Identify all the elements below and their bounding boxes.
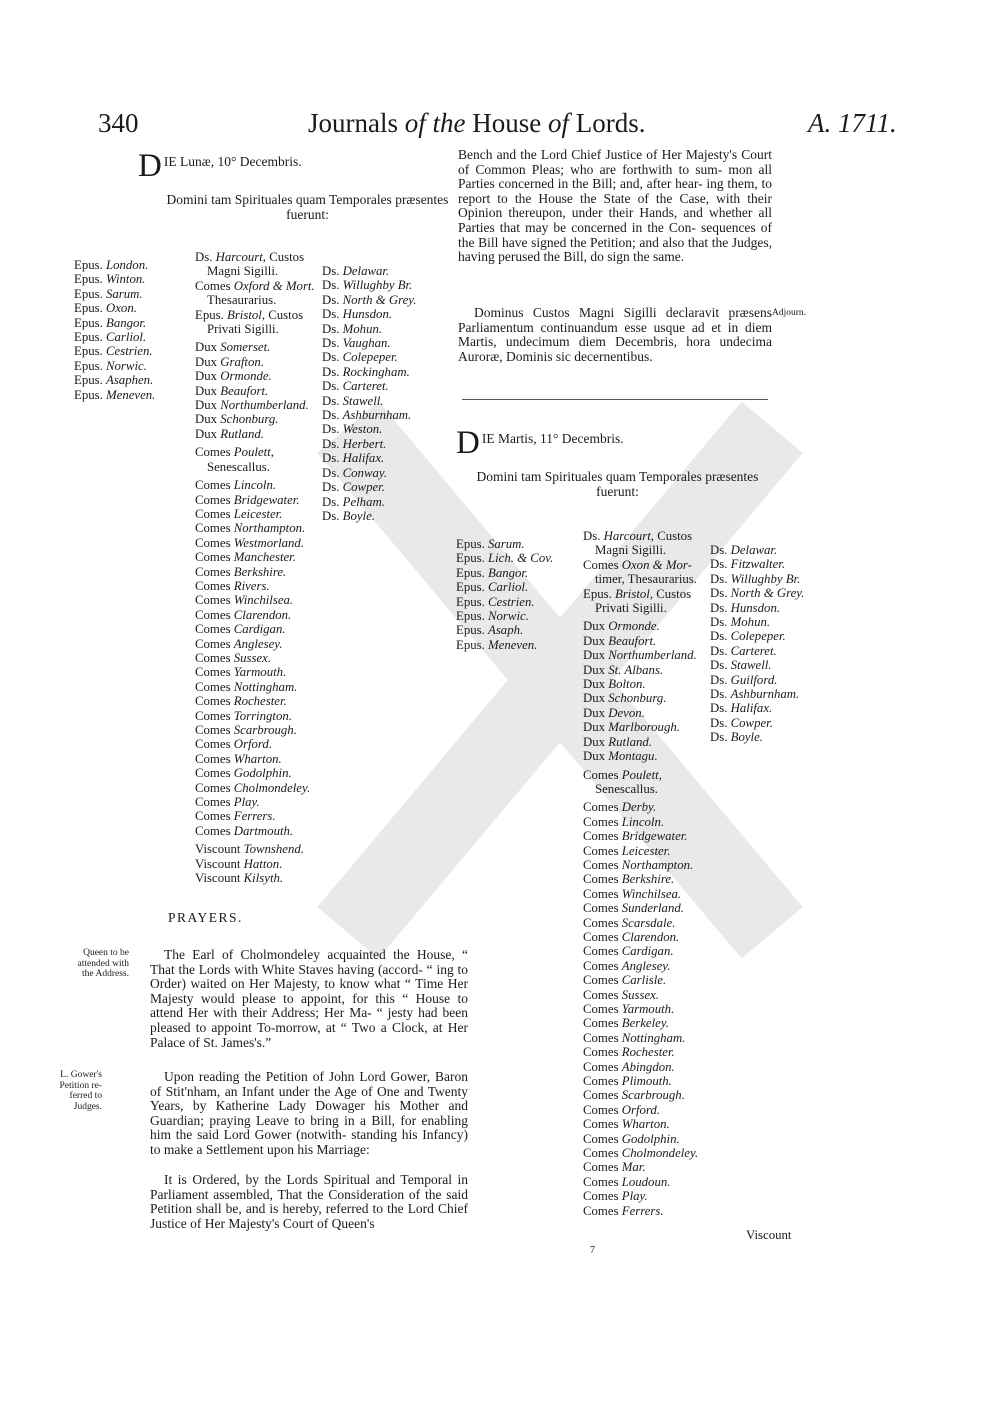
list-item: Epus. Bristol, Custos bbox=[583, 586, 692, 601]
day1-present bbox=[145, 193, 470, 222]
list-item: Dux Montagu. bbox=[583, 749, 658, 764]
day1-date: IE Lunæ, 10° Decembris. bbox=[163, 154, 302, 169]
day1-heading bbox=[138, 148, 468, 184]
list-item: Ds. Hunsdon. bbox=[322, 307, 393, 322]
running-title bbox=[308, 108, 646, 139]
list-item: Ds. Harcourt, Custos bbox=[583, 529, 693, 543]
paragraph-queen-address: The Earl of Cholmondeley acquainted the House, “ That the Lords with White Staves having (accord- “ ing to Order) waited on Her Majesty, to know what “ Time Her Majesty would please to appoint, for this “ House to attend Her with their Address; Her Ma- “ jesty had been pleased to appoint To-morrow, at “ Two a Clock, at Her Palace of St. James's.” bbox=[150, 947, 468, 1050]
list-item: Comes Wharton. bbox=[195, 751, 282, 766]
title-word: Journals bbox=[308, 108, 398, 138]
list-item: Comes Scarbrough. bbox=[583, 1088, 685, 1103]
list-item: Ds. Stawell. bbox=[322, 393, 384, 408]
list-item: Epus. Oxon. bbox=[74, 301, 137, 316]
title-word: the bbox=[432, 108, 466, 138]
list-item: Dux Beaufort. bbox=[583, 633, 657, 648]
list-item: Viscount Kilsyth. bbox=[195, 871, 284, 886]
list-item: Comes Torrington. bbox=[195, 708, 292, 723]
list-item: Dux St. Albans. bbox=[583, 662, 664, 677]
title-word: Lords. bbox=[575, 108, 646, 138]
list-item: Comes Berkshire. bbox=[195, 564, 287, 579]
list-item: Epus. Cestrien. bbox=[74, 344, 153, 359]
running-year: A. 1711. bbox=[808, 108, 897, 138]
list-item: Epus. Lich. & Cov. bbox=[456, 551, 554, 566]
list-item: Comes Scarbrough. bbox=[195, 723, 297, 737]
list-item: Ds. Colepeper. bbox=[710, 629, 786, 644]
margin-note-queen bbox=[54, 948, 129, 980]
list-item: Comes Play. bbox=[583, 1189, 648, 1204]
list-item: Ds. Cowper. bbox=[322, 480, 385, 495]
list-item: Comes Lincoln. bbox=[583, 814, 665, 829]
paragraph-gower-petition: Upon reading the Petition of John Lord Gower, Baron of Stit'nham, an Infant under the Age of One and Twenty Years, by Katherine Lady Dowager his Mother and Guardian; praying Leave to bring in a Bill, for enabling him the said Lord Gower (notwith- standing his Infancy) to make a Settlement upon his Marriage: bbox=[150, 1069, 468, 1157]
list-item: Comes Scarsdale. bbox=[583, 915, 676, 930]
list-item: Ds. Halifax. bbox=[710, 701, 773, 716]
present-line: Domini tam Spirituales quam Temporales præsentes bbox=[476, 469, 759, 484]
signature-mark: 7 bbox=[590, 1245, 595, 1256]
list-item: Comes Anglesey. bbox=[583, 958, 671, 973]
list-item: timer, Thesaurarius. bbox=[595, 572, 697, 587]
list-item: Epus. Winton. bbox=[74, 272, 146, 287]
list-item: Comes Derby. bbox=[583, 800, 657, 815]
note-line: L. Gower's bbox=[60, 1070, 102, 1080]
list-item: Dux Ormonde. bbox=[583, 619, 660, 634]
list-item: Ds. Pelham. bbox=[322, 494, 385, 509]
list-item: Ds. Cowper. bbox=[710, 715, 773, 730]
list-item: Comes Cardigan. bbox=[583, 944, 674, 959]
paragraph-ordered: It is Ordered, by the Lords Spiritual and Temporal in Parliament assembled, That the Consideration of the said Petition shall be, and is hereby, referred to the Lord Chief Justice of Her Majesty's Court of Queen's bbox=[150, 1172, 468, 1231]
list-item: Senescallus. bbox=[595, 781, 658, 796]
list-item: Comes Poulett, bbox=[195, 445, 274, 460]
list-item: Comes Carlisle. bbox=[583, 973, 667, 988]
drop-cap: D bbox=[456, 425, 480, 461]
list-item: Epus. Bangor. bbox=[74, 315, 147, 330]
list-item: Comes Manchester. bbox=[195, 550, 296, 565]
title-word: of bbox=[404, 108, 426, 138]
list-item: Ds. Mohun. bbox=[710, 615, 771, 630]
list-item: Epus. Sarum. bbox=[456, 537, 525, 551]
list-item: Ds. Mohun. bbox=[322, 321, 383, 336]
list-item: Comes Oxford & Mort. bbox=[195, 278, 315, 293]
list-item: Epus. Meneven. bbox=[74, 387, 156, 402]
list-item: Ds. Vaughan. bbox=[322, 336, 391, 351]
list-item: Ds. Delawar. bbox=[322, 264, 390, 278]
list-item: Comes Sussex. bbox=[583, 987, 660, 1002]
list-item: Ds. Boyle. bbox=[322, 508, 375, 523]
list-item: Comes Yarmouth. bbox=[195, 665, 287, 680]
list-item: Ds. Carteret. bbox=[710, 643, 777, 658]
paragraph-adjournment: Dominus Custos Magni Sigilli declaravit præsens Parliamentum continuandum esse usque ad et in diem Martis, undecimum diem Decembris, hora undecima Auroræ, Dominis sic decernentibus. bbox=[458, 305, 772, 364]
list-item: Epus. Carliol. bbox=[74, 330, 147, 345]
title-word: House bbox=[472, 108, 542, 138]
list-item: Comes Cholmondeley. bbox=[195, 780, 311, 795]
day2-heading bbox=[456, 425, 786, 461]
paragraph-continued: Bench and the Lord Chief Justice of Her Majesty's Court of Common Pleas; who are forthwith to sum- mon all Parties concerned in the Bill; and, after hear- ing them, to report to the House the State of the Case, with their Opinion thereupon, under their Hands, and whether all Parties that may be concerned in the Con- sequences of the Bill have signed the Petition; and also that the Judges, having perused the Bill, do sign the same. bbox=[458, 147, 772, 265]
day2-barons-list bbox=[710, 543, 804, 745]
list-item: Comes Leicester. bbox=[195, 506, 283, 521]
list-item: Epus. Cestrien. bbox=[456, 594, 535, 609]
list-item: Ds. Willughby Br. bbox=[710, 571, 801, 586]
list-item: Epus. Norwic. bbox=[74, 358, 147, 373]
day2-date: IE Martis, 11° Decembris. bbox=[481, 431, 624, 446]
list-item: Comes Godolphin. bbox=[195, 766, 292, 781]
list-item: Comes Northampton. bbox=[583, 857, 694, 872]
present-line: fuerunt: bbox=[286, 206, 329, 222]
list-item: Comes Nottingham. bbox=[195, 679, 298, 694]
list-item: Ds. Ashburnham. bbox=[710, 687, 800, 702]
list-item: Comes Plimouth. bbox=[583, 1074, 672, 1089]
list-item: Epus. Bristol, Custos bbox=[195, 307, 304, 322]
list-item: Comes Mar. bbox=[583, 1160, 646, 1175]
list-item: Comes Dartmouth. bbox=[195, 823, 294, 838]
list-item: Comes Orford. bbox=[195, 737, 273, 752]
margin-note-adjourn: Adjourn. bbox=[772, 308, 807, 318]
day1-bishops-list bbox=[74, 258, 155, 402]
list-item: Dux Schonburg. bbox=[583, 691, 667, 706]
list-item: Comes Wharton. bbox=[583, 1117, 670, 1132]
list-item: Epus. Asaphen. bbox=[74, 373, 154, 388]
list-item: Dux Devon. bbox=[583, 705, 645, 720]
list-item: Thesaurarius. bbox=[207, 293, 277, 308]
list-item: Comes Leicester. bbox=[583, 843, 671, 858]
list-item: Comes Godolphin. bbox=[583, 1131, 680, 1146]
catchword: Viscount bbox=[746, 1228, 792, 1242]
drop-cap: D bbox=[138, 148, 162, 184]
list-item: Epus. London. bbox=[74, 258, 149, 272]
list-item: Viscount Hatton. bbox=[195, 856, 283, 871]
list-item: Ds. Willughby Br. bbox=[322, 278, 413, 293]
list-item: Ds. Delawar. bbox=[710, 543, 778, 557]
list-item: Comes Cholmondeley. bbox=[583, 1146, 699, 1161]
list-item: Comes Westmorland. bbox=[195, 535, 305, 550]
list-item: Comes Nottingham. bbox=[583, 1030, 686, 1045]
list-item: Comes Ferrers. bbox=[195, 809, 276, 824]
list-item: Ds. Ashburnham. bbox=[322, 408, 412, 423]
margin-note-gower bbox=[54, 1070, 102, 1112]
list-item: Comes Rochester. bbox=[195, 694, 287, 709]
list-item: Comes Poulett, bbox=[583, 767, 662, 782]
list-item: Comes Sussex. bbox=[195, 650, 272, 665]
list-item: Ds. Rockingham. bbox=[322, 364, 410, 379]
list-item: Comes Play. bbox=[195, 795, 260, 810]
list-item: Comes Bridgewater. bbox=[195, 492, 300, 507]
note-line: Judges. bbox=[73, 1101, 102, 1112]
list-item: Dux Schonburg. bbox=[195, 412, 279, 427]
list-item: Dux Marlborough. bbox=[583, 720, 680, 735]
day1-officers-column bbox=[195, 250, 315, 885]
list-item: Ds. Carteret. bbox=[322, 379, 389, 394]
list-item: Ds. Conway. bbox=[322, 465, 388, 480]
list-item: Comes Oxon & Mor- bbox=[583, 557, 692, 572]
list-item: Dux Rutland. bbox=[195, 426, 264, 441]
list-item: Ds. Stawell. bbox=[710, 658, 772, 673]
list-item: Magni Sigilli. bbox=[207, 264, 279, 279]
list-item: Privati Sigilli. bbox=[207, 322, 279, 337]
present-line: Domini tam Spirituales quam Temporales præsentes bbox=[166, 192, 449, 207]
list-item: Comes Winchilsea. bbox=[583, 886, 682, 901]
list-item: Dux Beaufort. bbox=[195, 383, 269, 398]
list-item: Comes Ferrers. bbox=[583, 1203, 664, 1218]
day1-barons-list bbox=[322, 264, 416, 523]
list-item: Comes Sunderland. bbox=[583, 901, 684, 916]
list-item: Ds. Fitzwalter. bbox=[710, 557, 786, 572]
list-item: Comes Orford. bbox=[583, 1102, 661, 1117]
list-item: Dux Somerset. bbox=[195, 340, 271, 355]
list-item: Viscount Townshend. bbox=[195, 842, 304, 857]
title-word: of bbox=[548, 108, 570, 138]
list-item: Ds. Halifax. bbox=[322, 451, 385, 466]
list-item: Dux Ormonde. bbox=[195, 369, 272, 384]
list-item: Epus. Sarum. bbox=[74, 286, 143, 301]
list-item: Dux Northumberland. bbox=[583, 648, 697, 663]
list-item: Comes Clarendon. bbox=[583, 929, 680, 944]
list-item: Comes Berkshire. bbox=[583, 872, 675, 887]
note-line: Petition re- bbox=[59, 1080, 102, 1091]
list-item: Comes Yarmouth. bbox=[583, 1002, 675, 1016]
list-item: Ds. Colepeper. bbox=[322, 350, 398, 365]
list-item: Comes Northampton. bbox=[195, 521, 306, 536]
day2-present bbox=[455, 470, 780, 499]
page-number: 340 bbox=[98, 108, 139, 138]
day2-officers-column bbox=[583, 529, 698, 1218]
list-item: Comes Cardigan. bbox=[195, 622, 286, 637]
list-item: Ds. North & Grey. bbox=[322, 292, 417, 307]
list-item: Magni Sigilli. bbox=[595, 543, 667, 558]
section-divider bbox=[462, 399, 768, 400]
list-item: Dux Grafton. bbox=[195, 354, 264, 369]
list-item: Epus. Asaph. bbox=[456, 623, 524, 638]
list-item: Epus. Norwic. bbox=[456, 609, 529, 624]
list-item: Ds. Harcourt, Custos bbox=[195, 250, 305, 264]
list-item: Comes Abingdon. bbox=[583, 1059, 675, 1074]
list-item: Comes Loudoun. bbox=[583, 1174, 671, 1189]
list-item: Ds. Weston. bbox=[322, 422, 383, 437]
note-line: Queen to be bbox=[83, 948, 129, 958]
list-item: Ds. North & Grey. bbox=[710, 586, 805, 601]
list-item: Comes Lincoln. bbox=[195, 478, 277, 493]
list-item: Dux Rutland. bbox=[583, 734, 652, 749]
list-item: Ds. Hunsdon. bbox=[710, 600, 781, 615]
list-item: Comes Anglesey. bbox=[195, 636, 283, 651]
present-line: fuerunt: bbox=[596, 483, 639, 499]
list-item: Senescallus. bbox=[207, 459, 270, 474]
prayers-heading: PRAYERS. bbox=[168, 910, 243, 925]
note-line: attended with bbox=[77, 958, 129, 969]
list-item: Ds. Boyle. bbox=[710, 730, 763, 745]
list-item: Comes Berkeley. bbox=[583, 1016, 669, 1031]
list-item: Dux Bolton. bbox=[583, 677, 646, 692]
list-item: Comes Bridgewater. bbox=[583, 829, 688, 844]
list-item: Epus. Meneven. bbox=[456, 637, 538, 652]
list-item: Epus. Bangor. bbox=[456, 565, 529, 580]
day2-bishops-list bbox=[456, 537, 553, 652]
list-item: Epus. Carliol. bbox=[456, 580, 529, 595]
list-item: Comes Rivers. bbox=[195, 578, 270, 593]
list-item: Comes Clarendon. bbox=[195, 607, 292, 622]
list-item: Ds. Herbert. bbox=[322, 436, 387, 451]
list-item: Privati Sigilli. bbox=[595, 601, 667, 616]
note-line: the Address. bbox=[82, 969, 129, 979]
list-item: Dux Northumberland. bbox=[195, 398, 309, 413]
list-item: Ds. Guilford. bbox=[710, 672, 778, 687]
list-item: Comes Winchilsea. bbox=[195, 593, 294, 608]
note-line: ferred to bbox=[69, 1091, 102, 1101]
list-item: Comes Rochester. bbox=[583, 1045, 675, 1060]
